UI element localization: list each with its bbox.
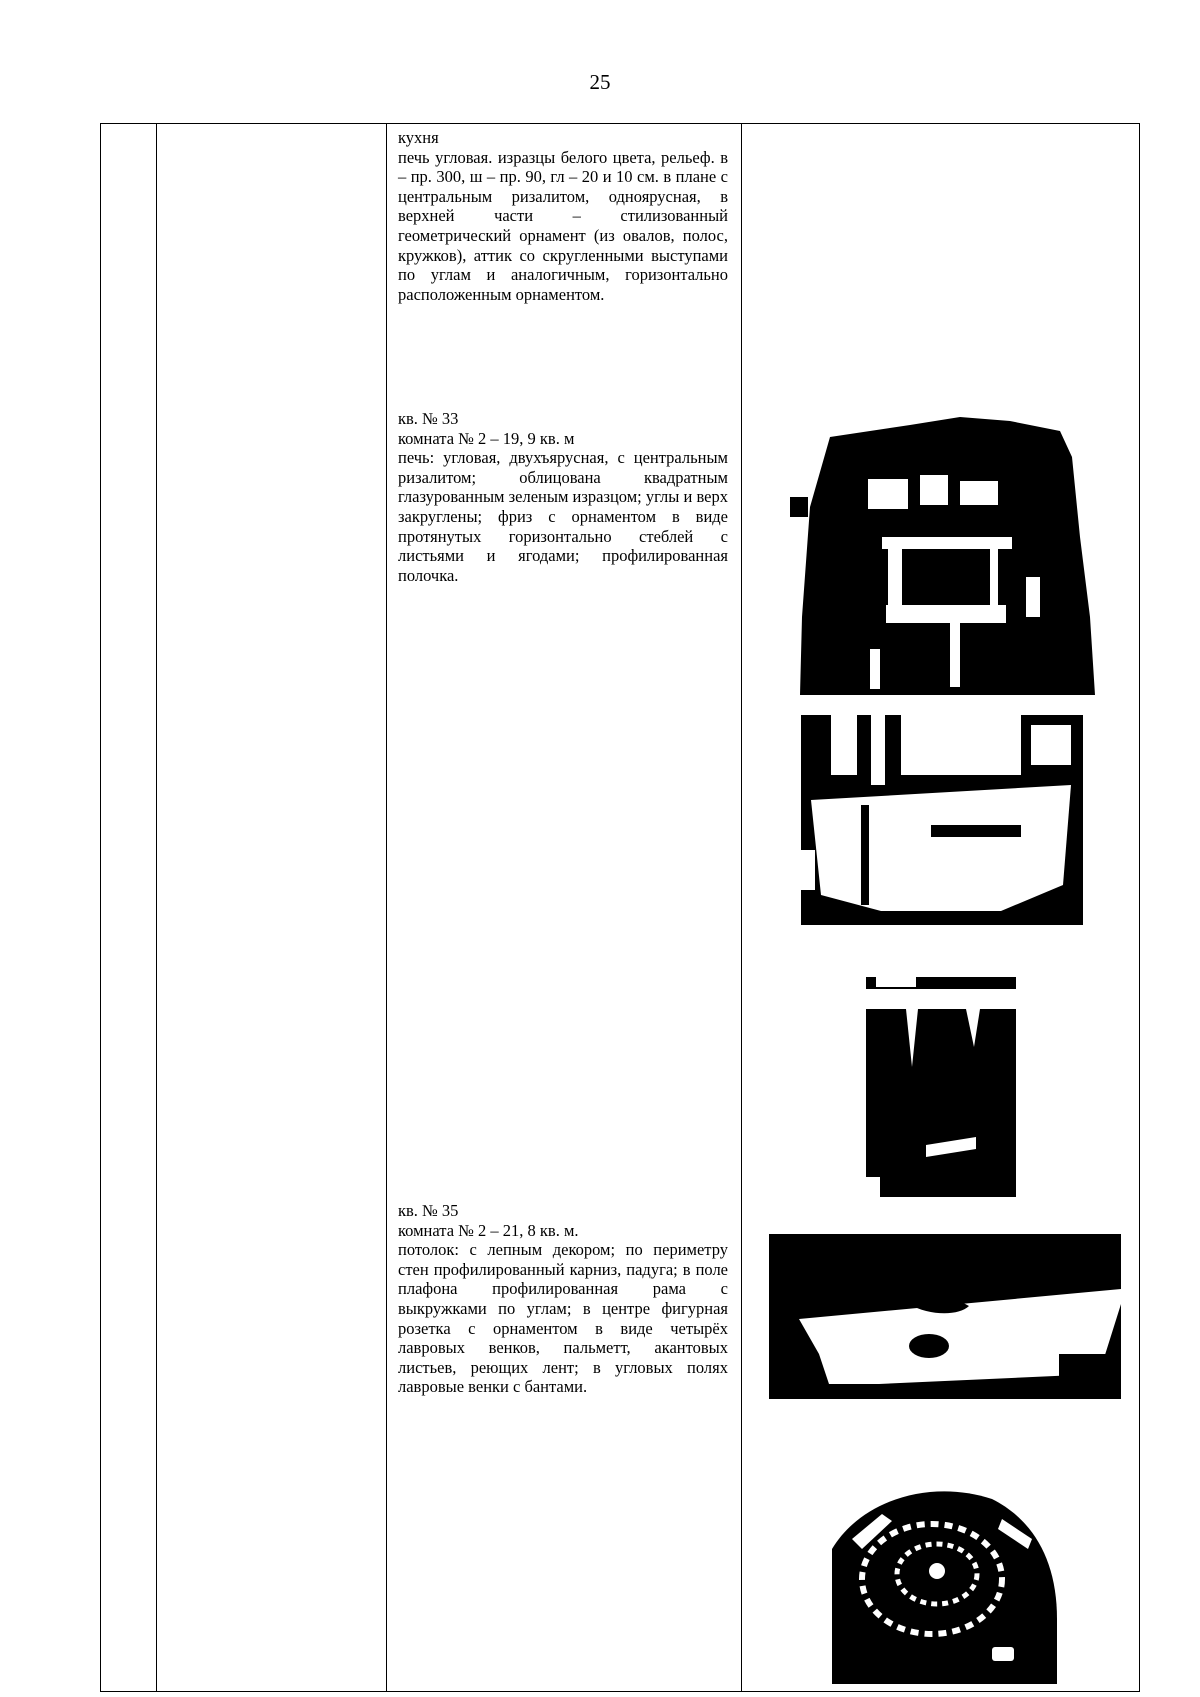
inventory-table	[100, 123, 1140, 1692]
rosette-photo-icon	[832, 1459, 1057, 1684]
entry-description: потолок: с лепным декором; по периметру стен профилированный карниз, падуга; в поле плафона профилированная рама с выкружками по углам; в центре фигурная розетка с орнаментом в виде четырёх лавровых венков, пальметт, акантовых листьев, реющих лент; в угловых полях лавровые венки с бантами.	[398, 1240, 728, 1397]
entry-heading-line: комната № 2 – 21, 8 кв. м.	[398, 1220, 579, 1240]
entry-description: печь угловая. изразцы белого цвета, рельеф. в – пр. 300, ш – пр. 90, гл – 20 и 10 см. в плане с центральным ризалитом, одноярусная, в верхней части – стилизованный геометрический орнамент (из овалов, полос, кружков), аттик со скругленными выступами по углам и аналогичным, горизонтально расположенным орнаментом.	[398, 147, 728, 304]
entry-description: печь: угловая, двухъярусная, с центральным ризалитом; облицована квадратным глазурованным зеленым изразцом; углы и верх закруглены; фриз с орнаментом в виде протянутых горизонтально стеблей с листьями и ягодами; профилированная полочка.	[398, 448, 728, 585]
entry-kitchen	[398, 128, 728, 304]
page-number: 25	[589, 70, 611, 94]
entry-apartment-35	[398, 1201, 728, 1397]
stove-photo-icon	[790, 417, 1095, 695]
entry-heading-line: комната № 2 – 19, 9 кв. м	[398, 428, 575, 448]
column-divider-3	[741, 124, 742, 1691]
entry-apartment-33	[398, 409, 728, 585]
stove-shelf-photo-icon	[866, 977, 1016, 1197]
entry-heading-line: кухня	[398, 128, 439, 147]
entry-heading-line: кв. № 35	[398, 1201, 459, 1220]
column-divider-1	[156, 124, 157, 1691]
entry-heading-line: кв. № 33	[398, 409, 459, 428]
column-divider-2	[386, 124, 387, 1691]
ceiling-photo-icon	[769, 1234, 1121, 1399]
stove-detail-photo-icon	[801, 715, 1083, 925]
